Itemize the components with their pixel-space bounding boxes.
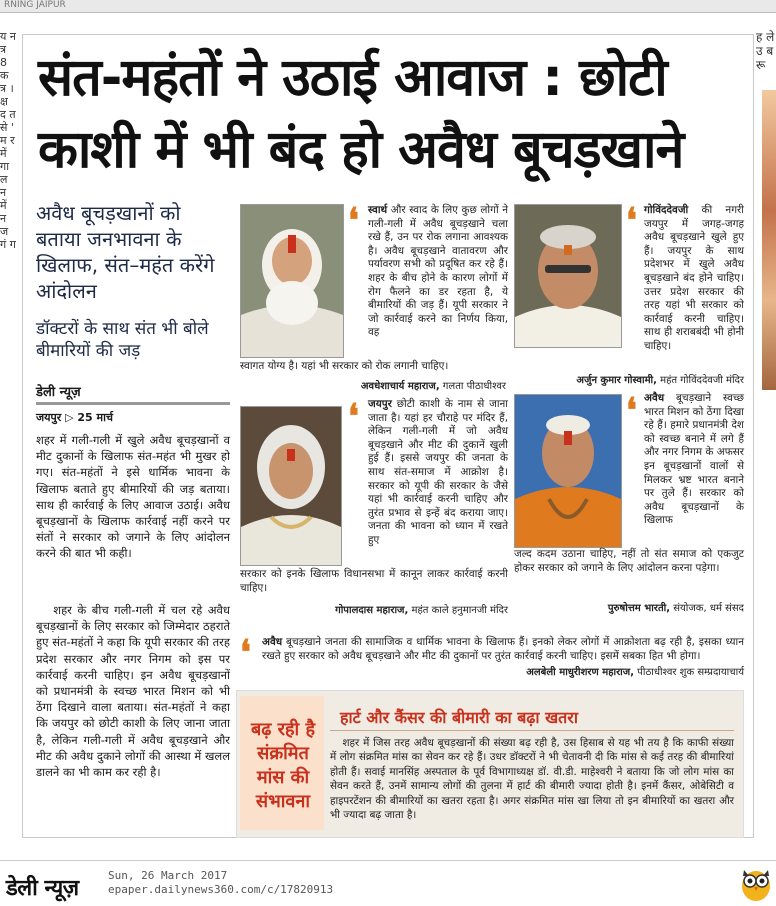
info-box-text: शहर में जिस तरह अवैध बूचड़खानों की संख्या बढ़ रही है, उस हिसाब से यह भी तय है कि काफी संख्या में लोग संक्रमित मांस का सेवन कर रहे हैं। उधर डॉक्टरों ने भी चेतावनी दी कि मांस से कई तरह की बीमारियां होती हैं। सवाई मानसिंह अस्पताल के पूर्व विभागाध्यक्ष डॉ. वी.डी. माहेश्वरी ने बताया कि जो लोग मांस का सेवन करते हैं, उनमें सामान्य लोगों की तुलना में हार्ट की बीमारी ज्यादा होती है। इनमें कैंसर, ओबेसिटी व हाइपरटेंशन की बीमारियों का खतरा रहता है। अगर संक्रमित मांस खा लिया तो इन बीमारियों का खतरा और भी ज्यादा बढ़ जाता है। [330, 737, 734, 822]
adjacent-article-photo [762, 90, 776, 390]
portrait-photo-purushottam-bharti [514, 394, 622, 548]
quote-2-text: गोविंददेवजी की नगरी जयपुर में जगह-जगह अवैध बूचड़खाने खुले हुए हैं। जयपुर के साथ प्रदेशभर में खुले अवैध बूचड़खाने बंद होने चाहिए। उत्तर प्रदेश सरकार की तरह यहां भी सरकार को कार्रवाई करनी चाहिए। साथ ही शराबबंदी भी होनी चाहिए। [644, 204, 744, 352]
quote-mark-icon: ❛ [348, 201, 359, 241]
body-paragraph-1: शहर में गली-गली में खुले अवैध बूचड़खानों व मीट दुकानों के खिलाफ संत-महंत भी मुखर हो गए। संत-महंतों ने इसे धार्मिक भावना के खिलाफ बताते हुए बीमारियों की जड़ बताया। साथ ही कार्रवाई के लिए आवाज उठाई। अवैध बूचड़खानों के खिलाफ कार्रवाई नहीं करने पर संतों ने सरकार को जगाने के लिए आंदोलन करने की बात भी कही। [36, 433, 230, 561]
dateline: जयपुर ▷ 25 मार्च [36, 411, 113, 424]
quote-1-text: स्वार्थ और स्वाद के लिए कुछ लोगों ने गली-गली में अवैध बूचड़खाने चला रखे हैं, उन पर रोक लगाना आवश्यक है। अवैध बूचड़खाने वातावरण और पर्यावरण सभी को प्रदूषित कर रहे हैं। शहर के बीच होने के कारण लोगों में रोग फैलने का डर रहता है, ये बीमारियों की जड़ हैं। यूपी सरकार ने जो कार्रवाई करने का निर्णय किया, वह [368, 204, 508, 339]
portrait-photo-arjun-kumar-goswami [514, 204, 622, 348]
quote-1-attribution: अवधेशाचार्य महाराज, गलता पीठाधीश्वर [360, 381, 506, 392]
quote-3-tail: सरकार को इनके खिलाफ विधानसभा में कानून लाकर कार्रवाई करनी चाहिए। [240, 568, 508, 594]
portrait-photo-gopaldas [240, 406, 342, 566]
owl-mascot-icon [740, 866, 772, 902]
portrait-photo-avdheshacharya [240, 204, 344, 358]
quote-3-attribution: गोपालदास महाराज, महंत काले हनुमानजी मंदिर [335, 605, 508, 616]
headline-line-1: संत-महंतों ने उठाई आवाज : छोटी [38, 48, 667, 108]
top-strip-text: RNING JAIPUR [4, 0, 66, 10]
left-gutter-text: य न त्र 8 क त्र । क्ष द त से ' म र में गा ल न में न ज गं ग [0, 30, 16, 251]
newspaper-logo: डेली न्यूज़ [6, 876, 79, 901]
quote-3-text: जयपुर छोटी काशी के नाम से जाना जाता है। यहां हर चौराहे पर मंदिर हैं, लेकिन गली-गली में जो अवैध बूचड़खाने और मीट की दुकानें खुली हुई हैं। इससे जयपुर की जनता के साथ संत-समाज में आक्रोश है। सरकार को यूपी की सरकार के जैसे यहां भी कार्रवाई करनी चाहिए और तुरंत प्रभाव से इन्हें बंद कराया जाए। जनता की भावना को ध्यान में रखते हुए [368, 398, 508, 546]
info-box-divider [330, 730, 734, 731]
body-paragraph-2: शहर के बीच गली-गली में चल रहे अवैध बूचड़खानों के लिए सरकार को जिम्मेदार ठहराते हुए संत-महंतों ने कहा कि यूपी सरकार की तरह प्रदेश सरकार और नगर निगम को इस पर कार्रवाई करनी चाहिए। इन अवैध बूचड़खानों को प्रधानमंत्री के स्वच्छ भारत मिशन को भी ठेंगा दिखाने वाला बताया। संत-महंतों ने कहा कि जयपुर को छोटी काशी के लिए जाना जाता है, लेकिन गली-गली में अवैध बूचड़खाने और मीट की अवैध दुकाने लोगों की आस्था में खलल डालने का भी काम कर रही है। [36, 603, 230, 780]
byline: डेली न्यूज़ [36, 382, 230, 405]
quote-5-attribution: अलबेली माधुरीशरण महाराज, पीठाधीश्वर शुक सम्प्रदायाचार्य [526, 667, 744, 678]
quote-4-text: अवैध बूचड़खाने स्वच्छ भारत मिशन को ठेंगा दिखा रहे हैं। हमारे प्रधानमंत्री देश को स्वच्छ बनाने में लगे हैं और नगर निगम के अफसर इन बूचड़खानों वालों से मिलकर भ्रष्ट भारत बनाने पर तुले हैं। सरकार को अवैध बूचड़खानों के खिलाफ [644, 392, 744, 527]
quote-4-tail: जल्द कदम उठाना चाहिए, नहीं तो संत समाज को एकजुट होकर सरकार को जगाने के लिए आंदोलन करना पड़ेगा। [514, 548, 744, 574]
quote-5-text: अवैध बूचड़खाने जनता की सामाजिक व धार्मिक भावना के खिलाफ हैं। इनको लेकर लोगों में आक्रोशता बढ़ रही है, इसका ध्यान रखते हुए सरकार को अवैध बूचड़खाने और मीट की दुकानों पर तुरंत कार्रवाई करनी चाहिए। इसमें सबका हित भी होगा। [262, 636, 744, 662]
quote-mark-icon: ❛ [240, 633, 251, 673]
quote-mark-icon: ❛ [626, 201, 637, 241]
headline-line-2: काशी में भी बंद हो अवैध बूचड़खाने [38, 120, 684, 180]
top-strip [0, 0, 776, 13]
quote-1-tail: स्वागत योग्य है। यहां भी सरकार को रोक लगानी चाहिए। [240, 360, 449, 372]
quote-mark-icon: ❛ [626, 391, 637, 431]
subheading-secondary: डॉक्टरों के साथ संत भी बोले बीमारियों की जड़ [36, 319, 209, 361]
right-gutter-text: ह ले उ ब रू [756, 30, 775, 72]
edition-date: Sun, 26 March 2017 [108, 869, 228, 882]
quote-2-attribution: अर्जुन कुमार गोस्वामी, महंत गोविंददेवजी मंदिर [576, 375, 744, 386]
quote-mark-icon: ❛ [348, 397, 359, 437]
footer-divider [0, 860, 776, 861]
subheading-primary: अवैध बूचड़खानों को बताया जनभावना के खिलाफ, संत–महंत करेंगे आंदोलन [36, 201, 215, 303]
epaper-url[interactable]: epaper.dailynews360.com/c/17820913 [108, 883, 334, 896]
info-box-title: हार्ट और कैंसर की बीमारी का बढ़ा खतरा [340, 708, 578, 727]
info-box-side-heading: बढ़ रही है संक्रमित मांस की संभावना [250, 719, 316, 812]
quote-4-attribution: पुरुषोत्तम भारती, संयोजक, धर्म संसद [607, 603, 744, 614]
